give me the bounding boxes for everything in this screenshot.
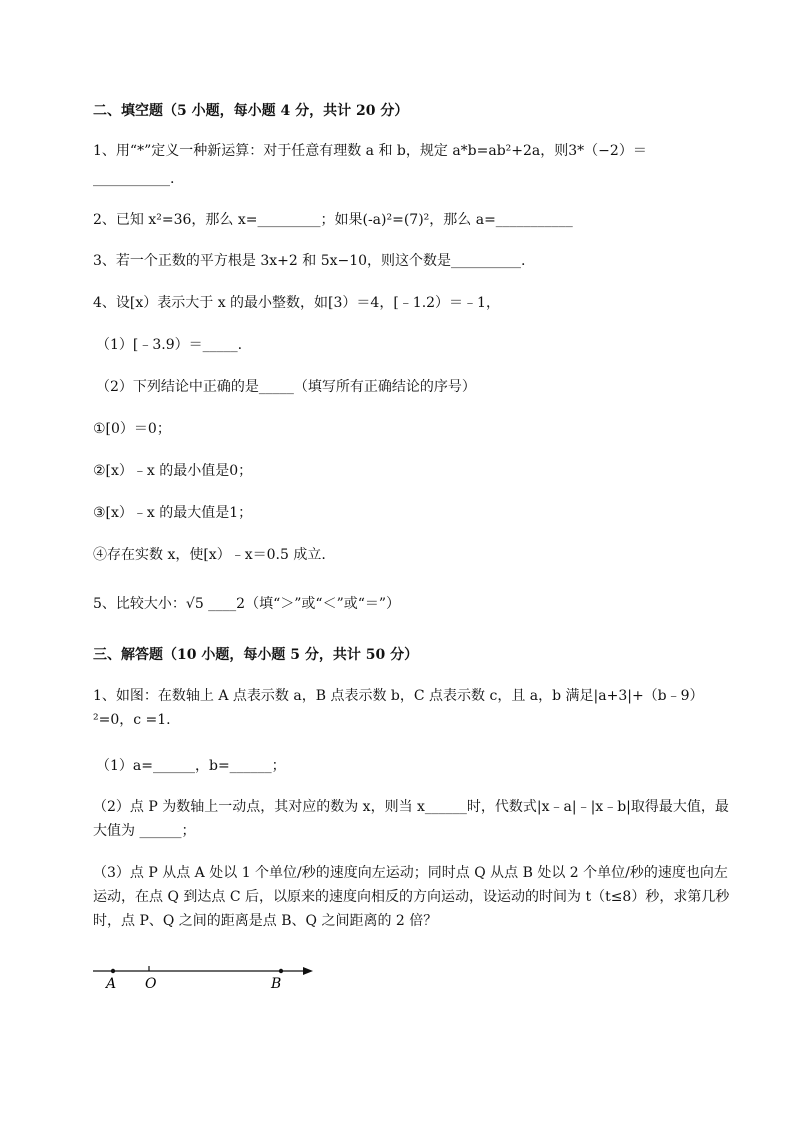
s2-q4-sub1: （1）[﹣3.9）＝_____. <box>96 337 243 353</box>
number-line-svg <box>93 958 323 998</box>
point-b-dot <box>279 969 283 973</box>
section2-title: 二、填空题（5 小题，每小题 4 分，共计 20 分） <box>93 103 409 119</box>
s2-q4-opt3: ③[x）﹣x 的最大值是1； <box>93 505 253 521</box>
s3-q1-intro: 1、如图：在数轴上 A 点表示数 a，B 点表示数 b，C 点表示数 c，且 a，b 满足|a+3|+（b﹣9）²=0，c =1. <box>93 688 704 728</box>
point-a-dot <box>111 969 115 973</box>
s2-q4-opt1: ①[0）＝0； <box>93 421 171 437</box>
number-line-arrow <box>303 967 313 975</box>
s2-q5: 5、比较大小：√5 ____2（填“＞”或“＜”或“＝”） <box>93 596 401 612</box>
section3-title: 三、解答题（10 小题，每小题 5 分，共计 50 分） <box>93 647 419 663</box>
s2-q4-opt2: ②[x）﹣x 的最小值是0； <box>93 463 253 479</box>
s2-q1-line2: ___________. <box>93 171 175 187</box>
s2-q4-intro: 4、设[x）表示大于 x 的最小整数，如[3）＝4，[﹣1.2）＝﹣1， <box>93 295 500 311</box>
s3-q1-sub3: （3）点 P 从点 A 处以 1 个单位/秒的速度向左运动；同时点 Q 从点 B 处以 2 个单位/秒的速度也向左运动，在点 Q 到达点 C 后，以原来的速度向相反的方向运动，设运动的时间为 t（t≤8）秒，求第几秒时，点 P、Q 之间的距离是点 B、Q 之间距离的 2 倍？ <box>93 865 730 929</box>
number-line <box>93 958 323 998</box>
s2-q1-line1: 1、用“*”定义一种新运算：对于任意有理数 a 和 b，规定 a*b=ab²+2a，则3*（−2）＝ <box>93 143 647 159</box>
s3-q1-sub2: （2）点 P 为数轴上一动点，其对应的数为 x，则当 x______时，代数式|x﹣a|﹣|x﹣b|取得最大值，最大值为 ______； <box>93 799 729 839</box>
label-b: B <box>271 976 282 992</box>
s2-q2: 2、已知 x²=36，那么 x=_________；如果(-a)²=(7)²，那么 a=___________ <box>93 212 573 228</box>
label-o: O <box>145 976 157 992</box>
s2-q3: 3、若一个正数的平方根是 3x+2 和 5x−10，则这个数是__________. <box>93 253 526 269</box>
label-a: A <box>106 976 117 992</box>
s3-q1-sub1: （1）a=______，b=______； <box>96 758 286 774</box>
s2-q4-opt4: ④存在实数 x，使[x）﹣x＝0.5 成立. <box>93 547 326 563</box>
s2-q4-sub2: （2）下列结论中正确的是_____（填写所有正确结论的序号） <box>96 379 476 395</box>
